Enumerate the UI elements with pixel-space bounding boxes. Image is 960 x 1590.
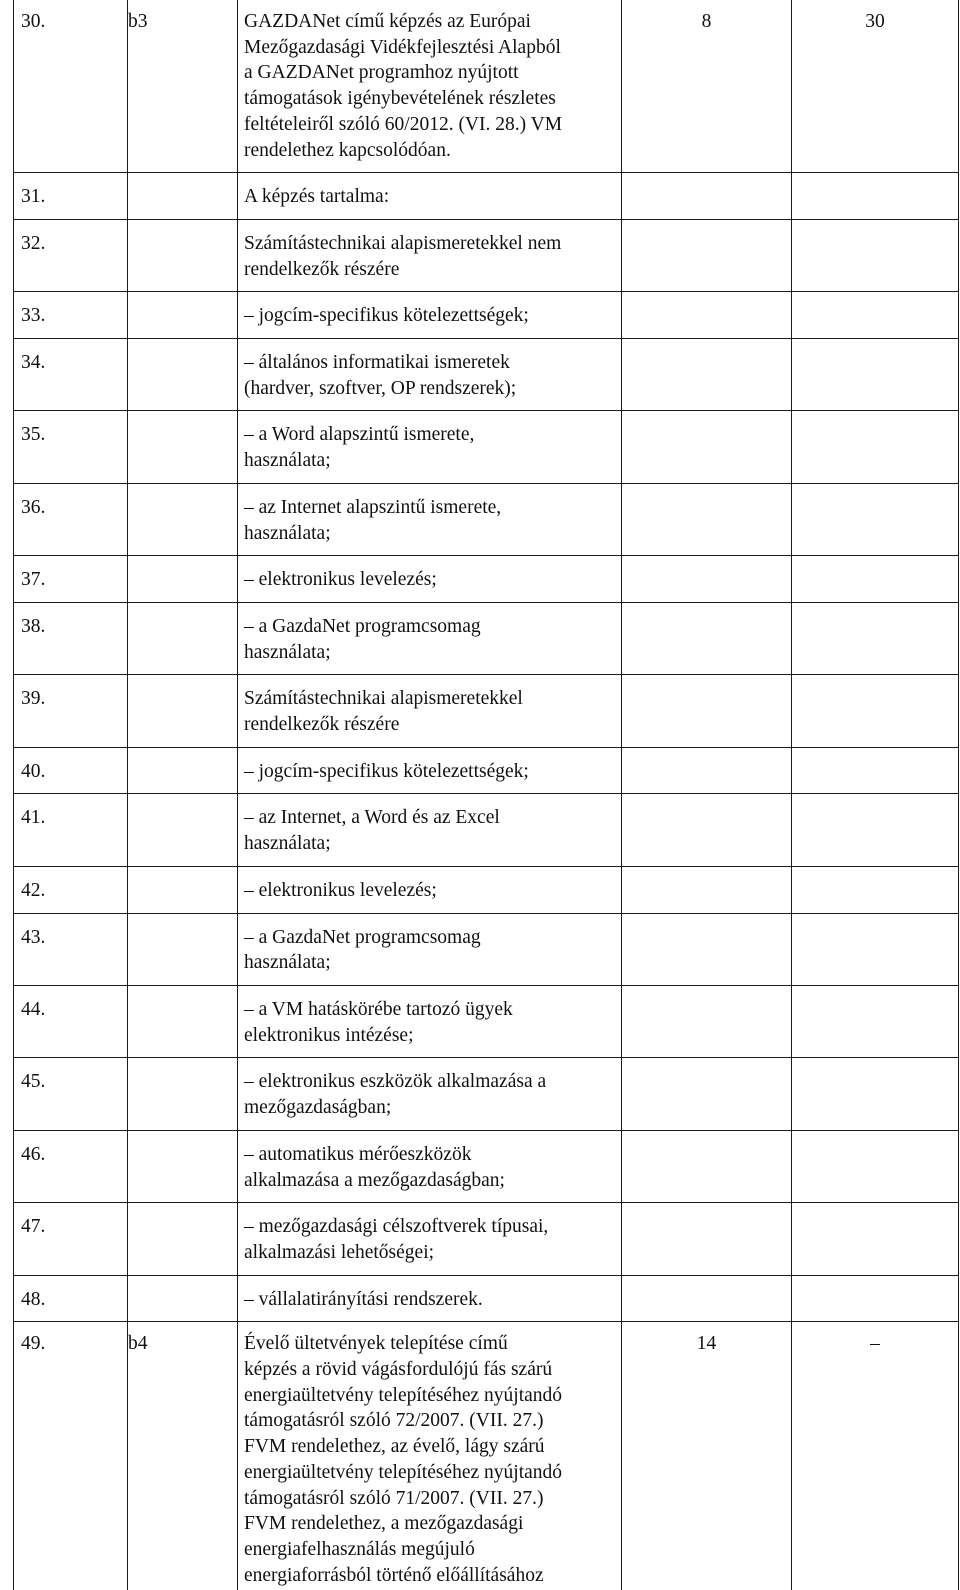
row-code-cell [128, 675, 238, 747]
row-code-cell [128, 411, 238, 483]
row-code-cell [128, 913, 238, 985]
table-row [14, 292, 959, 339]
table-row [14, 866, 959, 913]
table-row [14, 1322, 959, 1590]
row-hours-cell [622, 556, 792, 603]
row-extra-cell [792, 483, 959, 555]
row-description-cell: – az Internet, a Word és az Excel használata; [238, 794, 622, 866]
row-extra-cell [792, 747, 959, 794]
row-hours-cell [622, 794, 792, 866]
row-number-cell: 44. [14, 985, 128, 1057]
table-row [14, 794, 959, 866]
row-number-cell: 48. [14, 1275, 128, 1322]
row-hours-cell [622, 913, 792, 985]
row-number-cell: 43. [14, 913, 128, 985]
row-code-cell [128, 866, 238, 913]
row-code-cell [128, 1130, 238, 1202]
row-description-cell: – a GazdaNet programcsomag használata; [238, 913, 622, 985]
row-extra-cell [792, 219, 959, 291]
row-number-cell: 39. [14, 675, 128, 747]
row-code-cell: b4 [128, 1322, 238, 1590]
row-code-cell [128, 794, 238, 866]
row-description-cell: – vállalatirányítási rendszerek. [238, 1275, 622, 1322]
table-body [14, 0, 959, 1590]
row-description-cell: GAZDANet című képzés az Európai Mezőgazdasági Vidékfejlesztési Alapból a GAZDANet programhoz nyújtott támogatások igénybevételének részletes feltételeiről szóló 60/2012. (VI. 28.) VM rendelethez kapcsolódóan. [238, 0, 622, 173]
table-row [14, 985, 959, 1057]
row-number-cell: 30. [14, 0, 128, 173]
table-row [14, 219, 959, 291]
table-row [14, 747, 959, 794]
row-description-cell: Évelő ültetvények telepítése című képzés a rövid vágásfordulójú fás szárú energiaültetvény telepítéséhez nyújtandó támogatásról szóló 72/2007. (VII. 27.) FVM rendelethez, az évelő, lágy szárú energiaültetvény telepítéséhez nyújtandó támogatásról szóló 71/2007. (VII. 27.) FVM rendelethez, a mezőgazdasági energiafelhasználás megújuló energiaforrásból történő előállításához [238, 1322, 622, 1590]
table-row [14, 556, 959, 603]
table-row [14, 339, 959, 411]
row-number-cell: 33. [14, 292, 128, 339]
row-number-cell: 40. [14, 747, 128, 794]
row-code-cell [128, 747, 238, 794]
table-row [14, 483, 959, 555]
row-extra-cell [792, 985, 959, 1057]
row-hours-cell [622, 411, 792, 483]
row-description-cell: Számítástechnikai alapismeretekkel rendelkezők részére [238, 675, 622, 747]
row-extra-cell [792, 411, 959, 483]
row-description-cell: – a GazdaNet programcsomag használata; [238, 602, 622, 674]
row-description-cell: – jogcím-specifikus kötelezettségek; [238, 747, 622, 794]
row-hours-cell [622, 866, 792, 913]
row-description-cell: – elektronikus levelezés; [238, 866, 622, 913]
row-description-cell: – a Word alapszintű ismerete, használata; [238, 411, 622, 483]
row-extra-cell [792, 1275, 959, 1322]
row-extra-cell [792, 1130, 959, 1202]
row-code-cell [128, 173, 238, 220]
row-extra-cell [792, 292, 959, 339]
row-hours-cell [622, 602, 792, 674]
row-description-cell: – a VM hatáskörébe tartozó ügyek elektronikus intézése; [238, 985, 622, 1057]
row-number-cell: 49. [14, 1322, 128, 1590]
row-hours-cell [622, 1203, 792, 1275]
row-hours-cell [622, 292, 792, 339]
row-hours-cell [622, 219, 792, 291]
row-description-cell: – az Internet alapszintű ismerete, használata; [238, 483, 622, 555]
row-extra-cell [792, 339, 959, 411]
row-number-cell: 35. [14, 411, 128, 483]
row-extra-cell [792, 913, 959, 985]
row-description-cell: – automatikus mérőeszközök alkalmazása a mezőgazdaságban; [238, 1130, 622, 1202]
row-hours-cell [622, 483, 792, 555]
table-row [14, 1058, 959, 1130]
row-code-cell [128, 1275, 238, 1322]
row-code-cell [128, 292, 238, 339]
row-number-cell: 36. [14, 483, 128, 555]
table-row [14, 1275, 959, 1322]
row-hours-cell [622, 985, 792, 1057]
row-code-cell [128, 219, 238, 291]
row-extra-cell [792, 602, 959, 674]
row-hours-cell [622, 675, 792, 747]
row-description-cell: – elektronikus eszközök alkalmazása a mezőgazdaságban; [238, 1058, 622, 1130]
row-extra-cell: – [792, 1322, 959, 1590]
row-extra-cell [792, 866, 959, 913]
row-code-cell [128, 339, 238, 411]
row-code-cell: b3 [128, 0, 238, 173]
row-description-cell: – elektronikus levelezés; [238, 556, 622, 603]
table-row [14, 1203, 959, 1275]
row-extra-cell [792, 173, 959, 220]
row-number-cell: 38. [14, 602, 128, 674]
table-row [14, 0, 959, 173]
row-number-cell: 45. [14, 1058, 128, 1130]
row-hours-cell: 8 [622, 0, 792, 173]
row-number-cell: 41. [14, 794, 128, 866]
row-code-cell [128, 556, 238, 603]
table-row [14, 675, 959, 747]
table-row [14, 411, 959, 483]
row-hours-cell [622, 173, 792, 220]
row-hours-cell [622, 1275, 792, 1322]
row-code-cell [128, 1203, 238, 1275]
row-description-cell: – mezőgazdasági célszoftverek típusai, alkalmazási lehetőségei; [238, 1203, 622, 1275]
row-extra-cell: 30 [792, 0, 959, 173]
row-hours-cell [622, 1058, 792, 1130]
row-number-cell: 47. [14, 1203, 128, 1275]
course-content-table [13, 0, 959, 1590]
row-extra-cell [792, 1058, 959, 1130]
row-hours-cell [622, 1130, 792, 1202]
row-code-cell [128, 985, 238, 1057]
row-number-cell: 46. [14, 1130, 128, 1202]
row-number-cell: 31. [14, 173, 128, 220]
table-row [14, 913, 959, 985]
row-number-cell: 34. [14, 339, 128, 411]
row-extra-cell [792, 675, 959, 747]
row-hours-cell: 14 [622, 1322, 792, 1590]
table-row [14, 1130, 959, 1202]
row-number-cell: 37. [14, 556, 128, 603]
row-number-cell: 42. [14, 866, 128, 913]
row-description-cell: A képzés tartalma: [238, 173, 622, 220]
row-code-cell [128, 602, 238, 674]
row-description-cell: Számítástechnikai alapismeretekkel nem rendelkezők részére [238, 219, 622, 291]
row-hours-cell [622, 339, 792, 411]
row-code-cell [128, 1058, 238, 1130]
row-number-cell: 32. [14, 219, 128, 291]
row-extra-cell [792, 794, 959, 866]
row-description-cell: – általános informatikai ismeretek (hardver, szoftver, OP rendszerek); [238, 339, 622, 411]
row-hours-cell [622, 747, 792, 794]
row-extra-cell [792, 1203, 959, 1275]
table-row [14, 173, 959, 220]
table-row [14, 602, 959, 674]
row-extra-cell [792, 556, 959, 603]
row-description-cell: – jogcím-specifikus kötelezettségek; [238, 292, 622, 339]
row-code-cell [128, 483, 238, 555]
